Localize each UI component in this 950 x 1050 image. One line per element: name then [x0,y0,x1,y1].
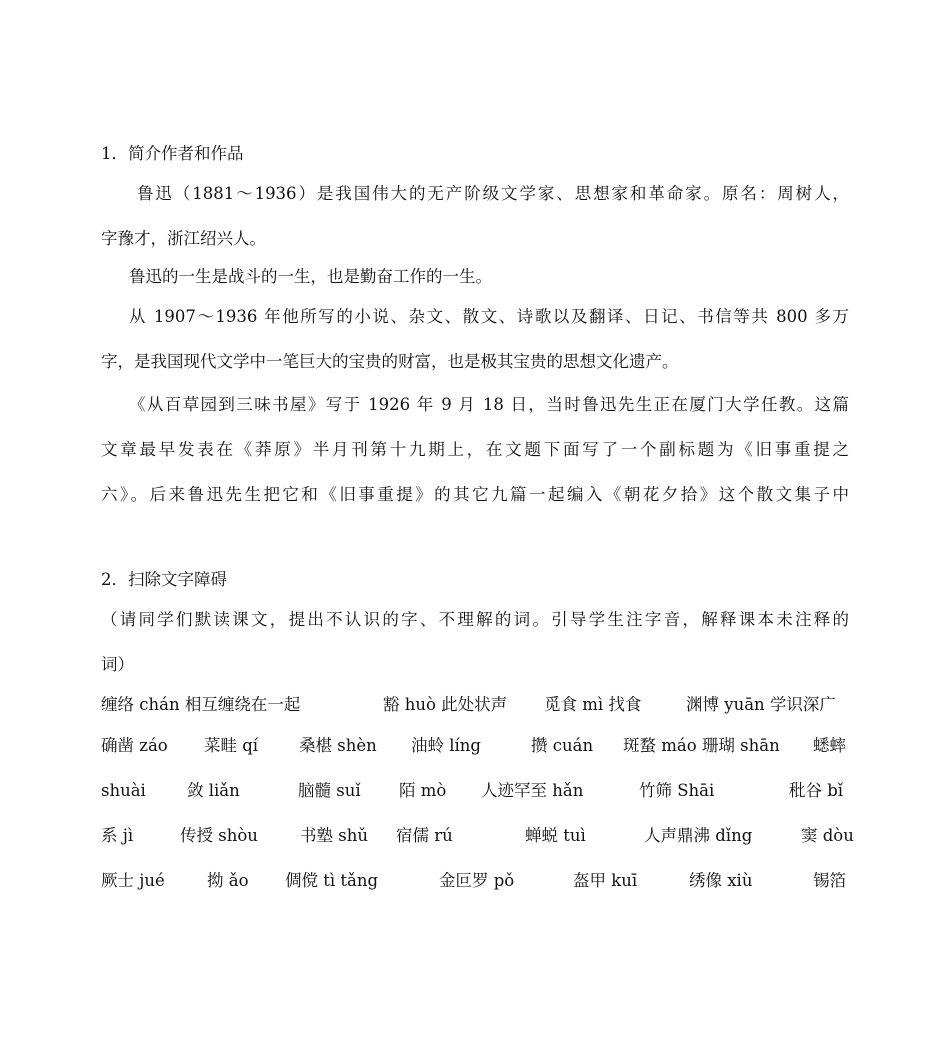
vocab-item: 攒 cuán [531,736,594,755]
paragraph-3-line-2: 字，是我国现代文学中一笔巨大的宝贵的财富，也是极其宝贵的思想文化遗产。 [101,352,679,371]
vocab-item: 系 jì [101,826,134,845]
vocab-item: 倜傥 tì tǎng [285,871,379,890]
vocab-item: 盔甲 kuī [573,871,638,890]
paragraph-4-line-3: 六》。后来鲁迅先生把它和《旧事重提》的其它九篇一起编入《朝花夕拾》这个散文集子中 [101,485,849,504]
paragraph-2-line-1: 鲁迅的一生是战斗的一生，也是勤奋工作的一生。 [129,267,492,286]
vocab-item: 斑蝥 máo 珊瑚 shān [623,736,780,755]
vocab-item: 绣像 xiù [689,871,753,890]
vocab-item: 金叵罗 pǒ [439,871,515,890]
vocab-item: 厥士 jué [101,871,165,890]
instruction-line-2: 词） [101,655,134,674]
paragraph-4-line-1: 《从百草园到三味书屋》写于 1926 年 9 月 18 日，当时鲁迅先生正在厦门大学任教。这篇 [129,395,849,414]
vocab-item: 觅食 mì 找食 [544,695,642,714]
vocab-item: 确凿 záo [101,736,168,755]
vocab-item: 锡箔 [813,871,846,890]
vocab-item: 拗 ǎo [207,871,249,890]
paragraph-1-line-1: 鲁迅（1881～1936）是我国伟大的无产阶级文学家、思想家和革命家。原名：周树人， [137,184,849,203]
vocab-item: 传授 shòu [180,826,258,845]
vocab-item: 桑椹 shèn [299,736,377,755]
section-1-heading: 1．简介作者和作品 [101,144,244,163]
vocab-row-1 [101,694,849,716]
section-2-heading: 2．扫除文字障碍 [101,570,227,589]
vocab-row-2 [101,735,849,757]
vocab-item: 脑髓 suǐ [298,781,361,800]
vocab-item: 窦 dòu [801,826,854,845]
vocab-item: 竹筛 Shāi [639,781,715,800]
vocab-item: 敛 liǎn [187,781,240,800]
vocab-item: 缠络 chán 相互缠绕在一起 [101,695,301,714]
vocab-item: 人迹罕至 hǎn [481,781,584,800]
vocab-item: 秕谷 bǐ [789,781,844,800]
vocab-row-4 [101,825,854,847]
paragraph-3-line-1: 从 1907～1936 年他所写的小说、杂文、散文、诗歌以及翻译、日记、书信等共 800 多万 [129,307,849,326]
vocab-item: 宿儒 rú [396,826,453,845]
vocab-item: 人声鼎沸 dǐng [644,826,753,845]
vocab-item: 菜畦 qí [204,736,259,755]
vocab-item: 蝉蜕 tuì [525,826,586,845]
vocab-row-5 [101,870,849,892]
vocab-row-3 [101,780,849,802]
vocab-item: 豁 huò 此处状声 [383,695,508,714]
vocab-item: 渊博 yuān 学识深广 [686,695,836,714]
instruction-line-1: （请同学们默读课文，提出不认识的字、不理解的词。引导学生注字音，解释课本未注释的 [101,610,849,629]
vocab-item: 蟋蟀 [813,736,846,755]
vocab-item: 油蛉 líng [411,736,481,755]
paragraph-1-line-2: 字豫才，浙江绍兴人。 [101,229,266,248]
vocab-item: 陌 mò [399,781,447,800]
vocab-item: 书塾 shǔ [300,826,368,845]
paragraph-4-line-2: 文章最早发表在《莽原》半月刊第十九期上，在文题下面写了一个副标题为《旧事重提之 [101,440,849,459]
vocab-item: shuài [101,781,146,800]
